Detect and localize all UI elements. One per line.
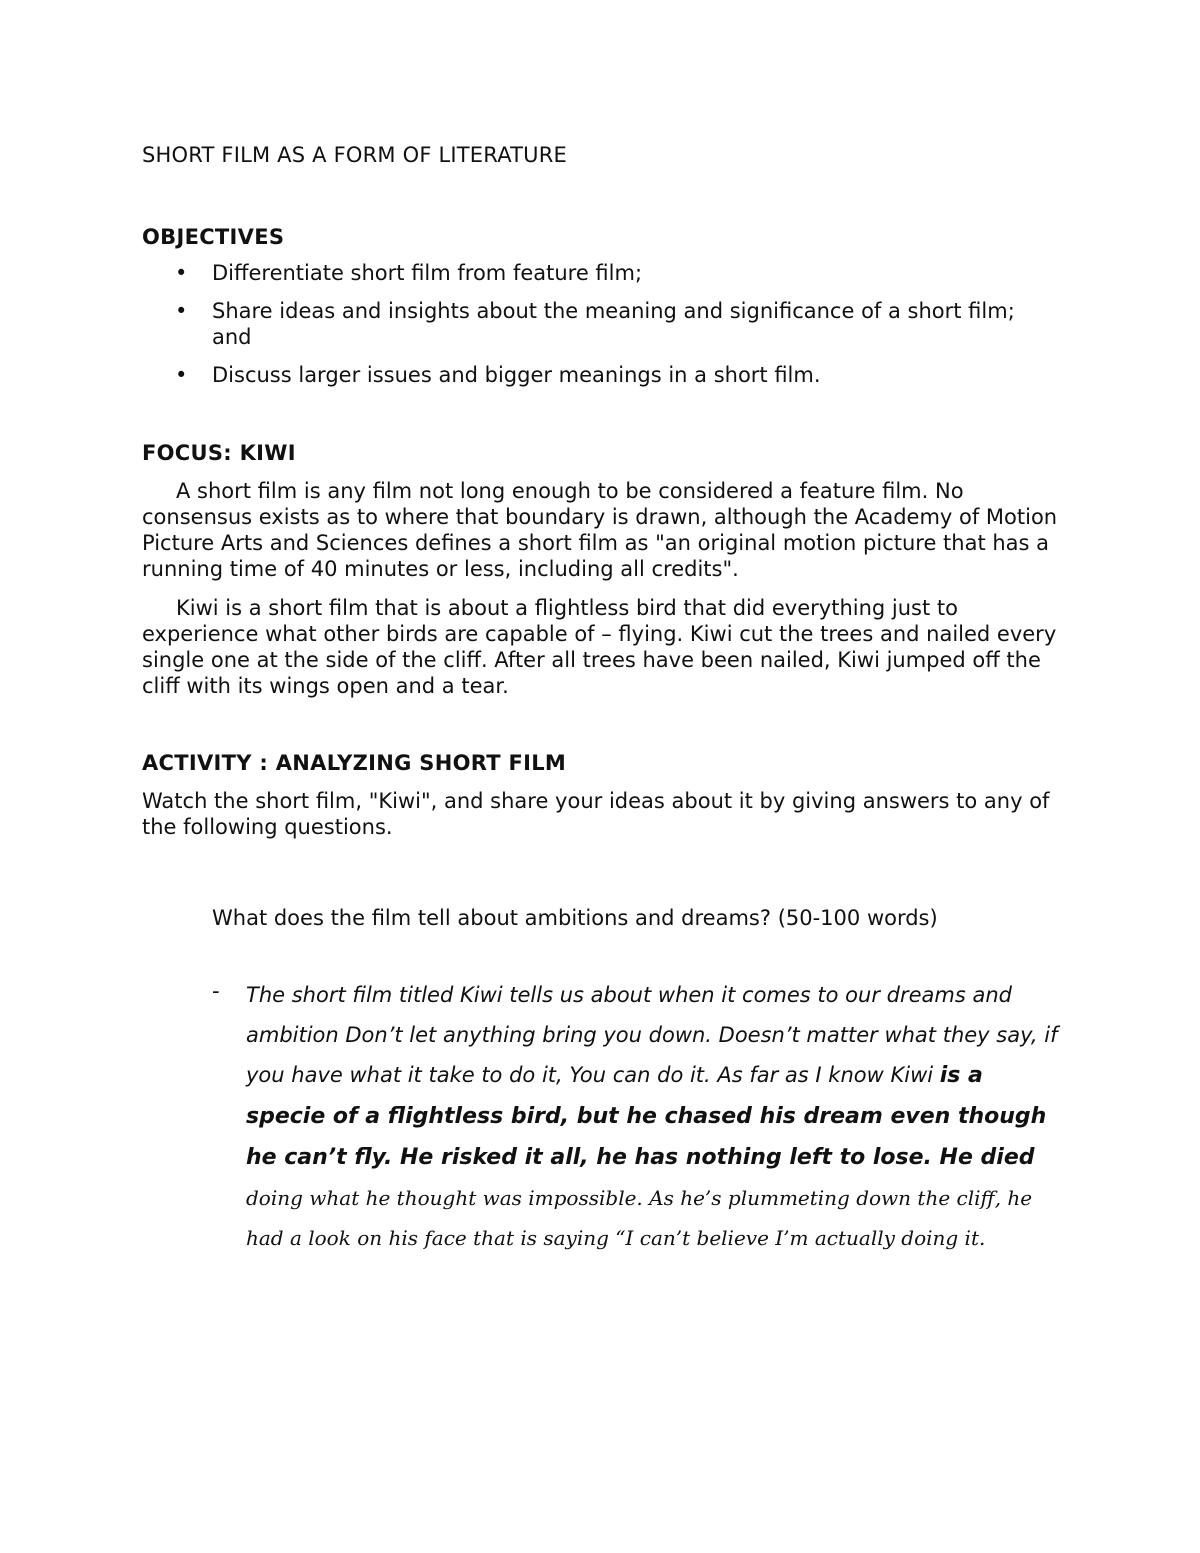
- answer-dash: -: [212, 979, 220, 1003]
- objective-text: Share ideas and insights about the meaning and significance of a short film; and: [212, 299, 1015, 349]
- objective-text: Discuss larger issues and bigger meanings in a short film.: [212, 363, 821, 387]
- bullet-icon: •: [175, 299, 188, 323]
- activity-question: What does the film tell about ambitions and dreams? (50-100 words): [212, 906, 938, 930]
- answer-part-bold: is a specie of a flightless bird, but he chased his dream even though he can’t fly. He risked it all, he has nothing left to lose. He died: [246, 1063, 1047, 1170]
- objective-item: [142, 260, 1042, 286]
- document-title: SHORT FILM AS A FORM OF LITERATURE: [142, 143, 567, 167]
- objectives-heading: OBJECTIVES: [142, 225, 285, 249]
- bullet-icon: •: [175, 261, 188, 285]
- focus-heading: FOCUS: KIWI: [142, 441, 296, 465]
- objectives-list: [142, 260, 1042, 400]
- activity-instructions: Watch the short film, "Kiwi", and share your ideas about it by giving answers to any of the following questions.: [142, 789, 1050, 839]
- objective-item: [142, 362, 1042, 388]
- focus-paragraph: Kiwi is a short film that is about a flightless bird that did everything just to experience what other birds are capable of – flying. Kiwi cut the trees and nailed every single one at the side of the cliff. After all trees have been nailed, Kiwi jumped off the cliff with its wings open and a tear.: [142, 596, 1057, 698]
- answer-part-italic: The short film titled Kiwi tells us about when it comes to our dreams and ambition Don’t let anything bring you down. Doesn’t matter what they say, if you have what it take to do it, You can do it. As far as I know Kiwi: [246, 983, 1058, 1087]
- objective-text: Differentiate short film from feature film;: [212, 261, 643, 285]
- answer-part-serif: doing what he thought was impossible. As he’s plummeting down the cliff, he had a look on his face that is saying “I can’t believe I’m actually doing it.: [246, 1186, 1033, 1250]
- objective-item: [142, 298, 1042, 350]
- focus-paragraph: A short film is any film not long enough to be considered a feature film. No consensus exists as to where that boundary is drawn, although the Academy of Motion Picture Arts and Sciences defines a short film as "an original motion picture that has a running time of 40 minutes or less, including all credits".: [142, 479, 1058, 581]
- activity-heading: ACTIVITY : ANALYZING SHORT FILM: [142, 751, 567, 775]
- answer-text: [246, 975, 1066, 1258]
- bullet-icon: •: [175, 363, 188, 387]
